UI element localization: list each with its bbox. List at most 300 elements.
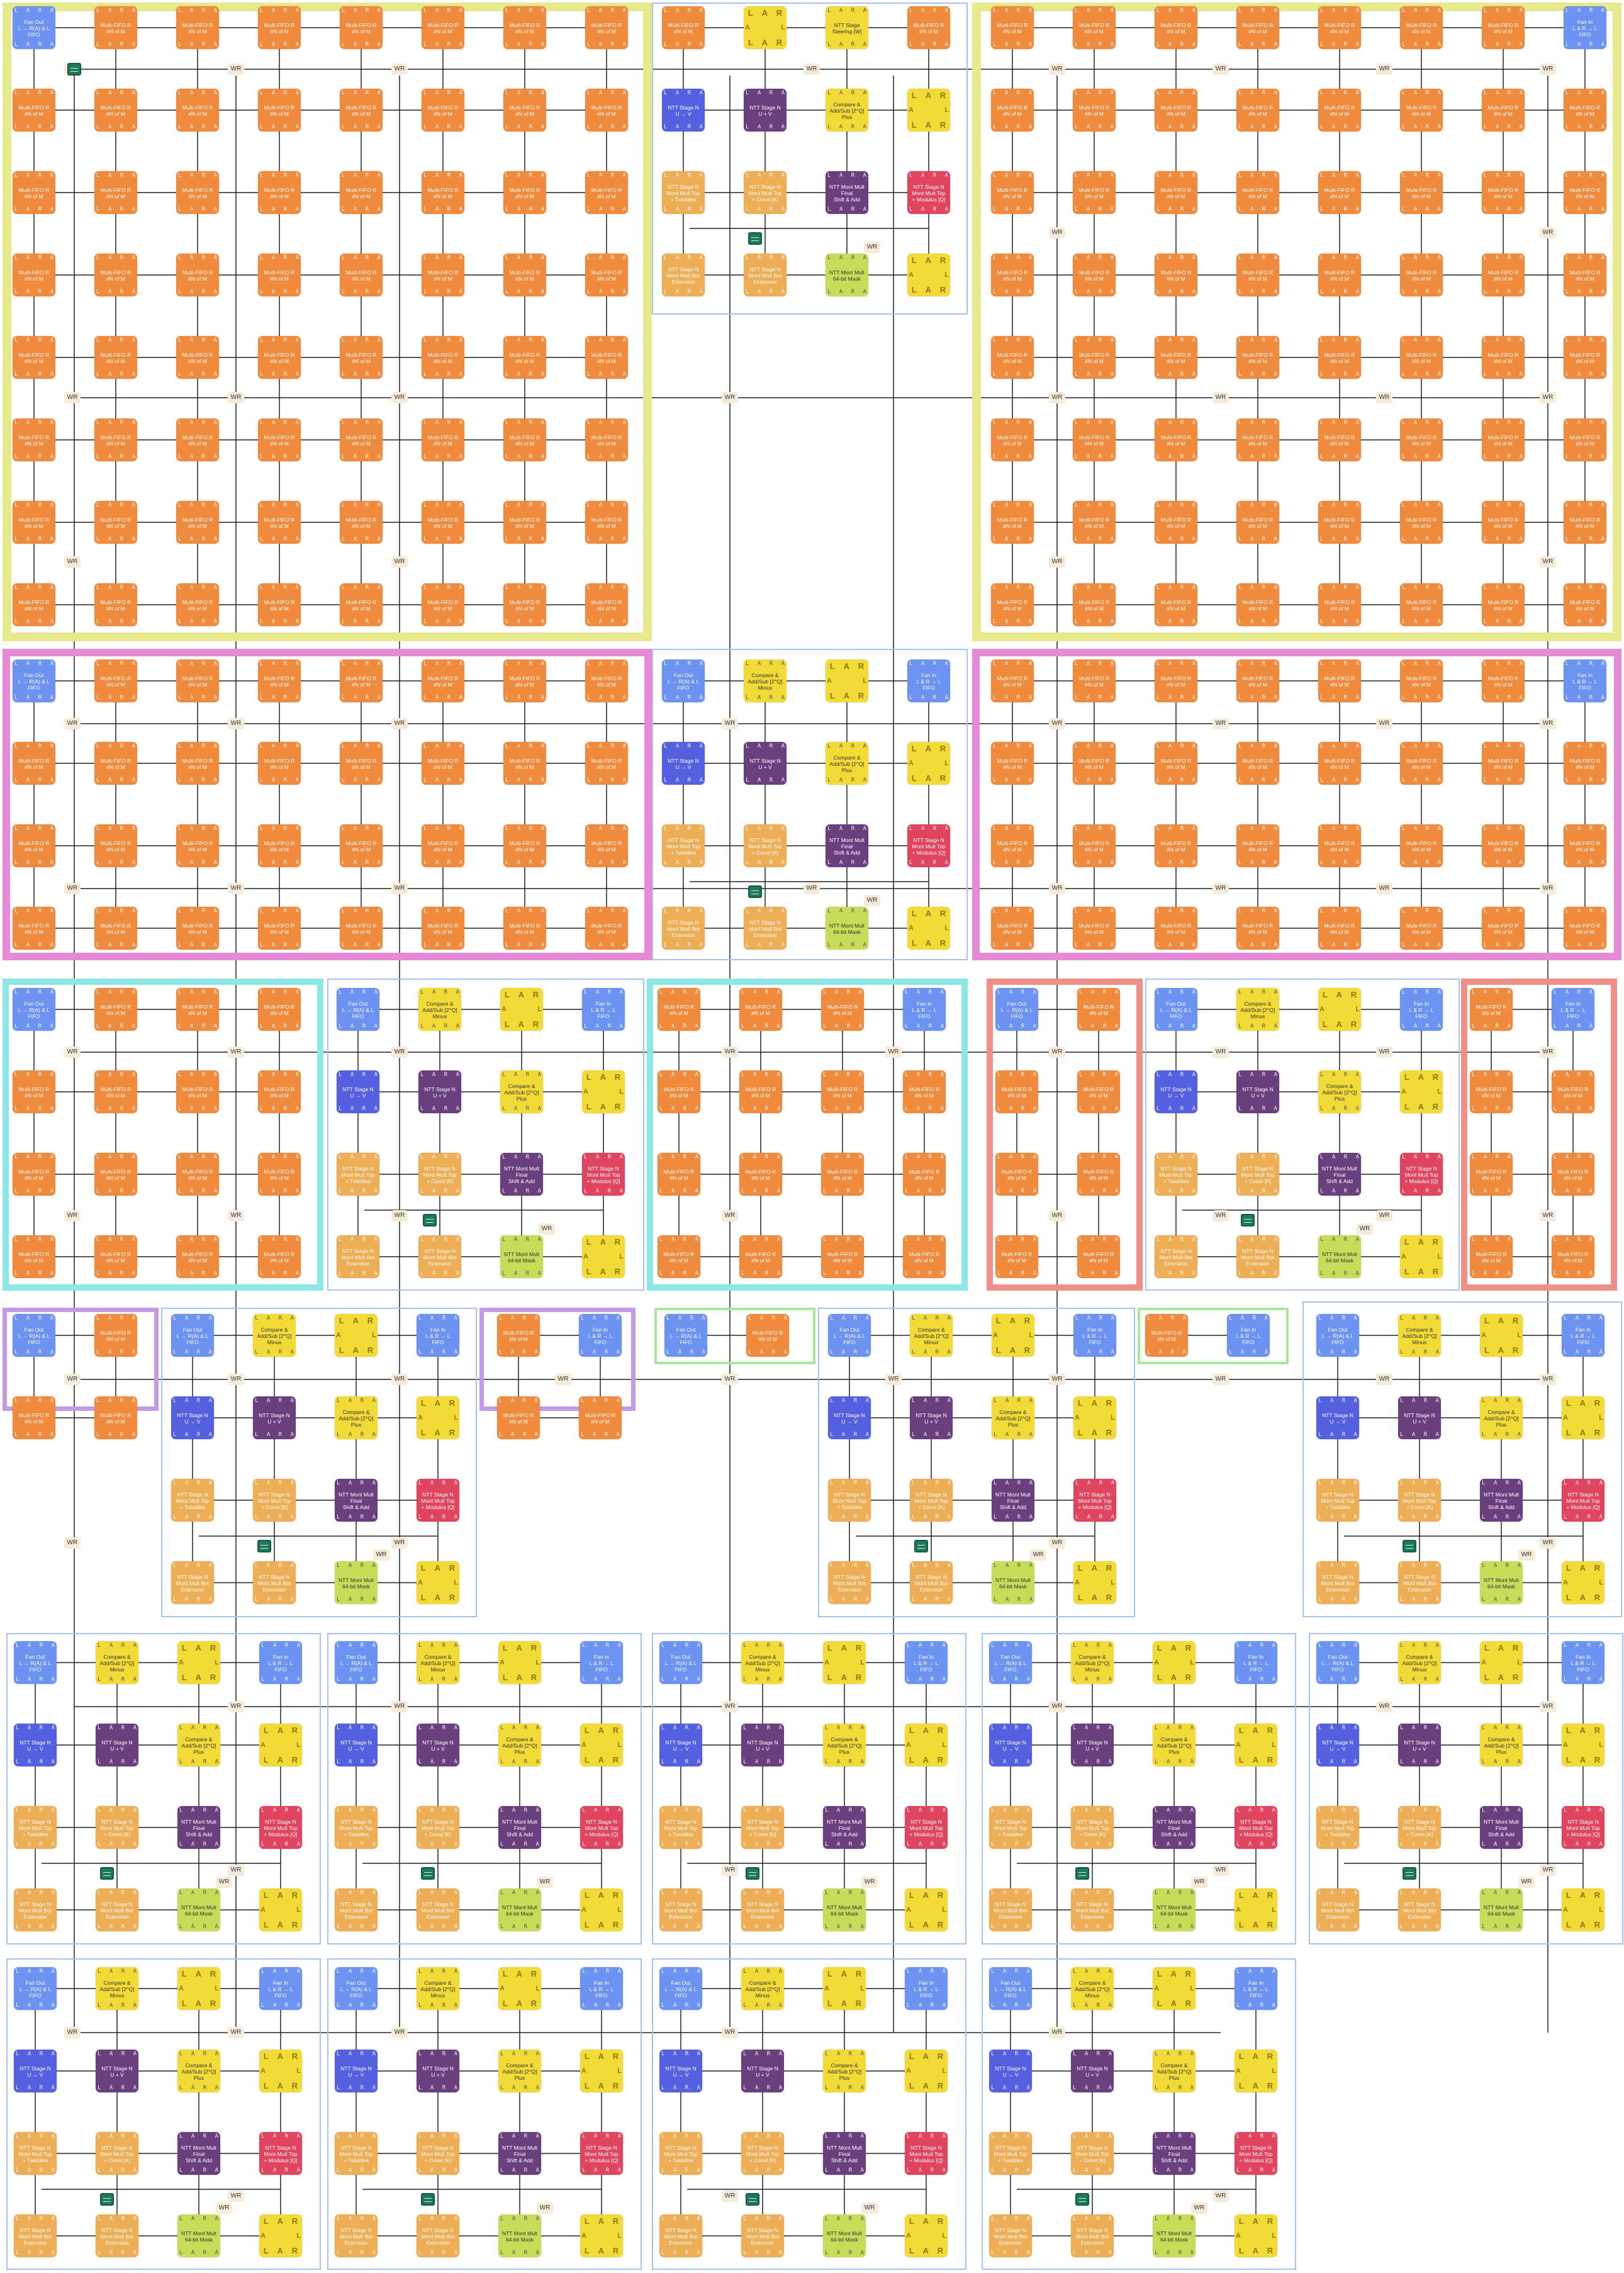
pin-label: R xyxy=(1024,1316,1030,1325)
tile-label: NTT Stage N Mont Mult Top + Modulus [Q] xyxy=(1076,1490,1114,1512)
pin-label: L xyxy=(1484,695,1487,701)
pin-label: A xyxy=(695,1237,698,1243)
pin-label: A xyxy=(435,695,439,701)
compare-minus-tile xyxy=(96,1641,138,1684)
compare-plus-tile xyxy=(826,742,868,785)
pin-label: A xyxy=(272,826,275,832)
pin-label: L xyxy=(1238,585,1241,591)
pin-label: A xyxy=(350,1271,354,1277)
tile-label: NTT Mont Mult 64-bit Mask xyxy=(501,1899,539,1922)
tile-label: Multi-FIFO R #N of M xyxy=(424,264,462,287)
fifo-tile xyxy=(258,89,301,132)
pin-label: R xyxy=(1508,661,1511,667)
pin-label: A xyxy=(781,743,785,749)
pin-label: A xyxy=(517,743,520,749)
pin-label: A xyxy=(1005,255,1008,261)
pin-label: L xyxy=(823,1188,826,1194)
pin-label: A xyxy=(1438,1154,1441,1160)
compare-minus-tile xyxy=(910,1314,953,1357)
pin-label: R xyxy=(1253,1315,1256,1322)
pin-label: R xyxy=(1017,502,1020,508)
pin-label: L xyxy=(586,1102,591,1111)
pin-label: R xyxy=(442,1807,445,1814)
pin-label: A xyxy=(1438,454,1441,460)
pin-label: R xyxy=(1589,619,1593,625)
mont-bot-ext-tile xyxy=(96,1889,138,1931)
pin-label: A xyxy=(26,585,30,591)
pin-label: A xyxy=(1438,661,1441,667)
wr-node: WR xyxy=(1212,883,1229,894)
pin-label: L xyxy=(1075,124,1078,130)
pin-label: A xyxy=(1087,502,1090,508)
pin-label: R xyxy=(292,1890,298,1900)
pin-label: L xyxy=(996,1345,1001,1355)
pin-label: R xyxy=(938,1755,943,1765)
pin-label: A xyxy=(349,1725,352,1731)
pin-label: R xyxy=(38,255,42,261)
pin-label: L xyxy=(1238,502,1241,508)
pin-label: R xyxy=(683,1072,686,1078)
pin-label: A xyxy=(517,420,520,426)
mont-modulus-tile xyxy=(1073,1479,1116,1522)
pin-label: A xyxy=(132,1154,135,1160)
pin-label: A xyxy=(108,124,111,130)
wr-node: WR xyxy=(1049,392,1065,403)
pin-label: L xyxy=(746,124,749,130)
pin-label: L xyxy=(827,942,831,948)
pin-label: A xyxy=(676,826,679,832)
pin-label: A xyxy=(1010,1345,1016,1355)
tile-label: NTT Stage N Mont Mult Top + Const [K] xyxy=(1239,1164,1277,1186)
pin-label: L xyxy=(178,337,181,344)
pin-label: A xyxy=(758,289,761,295)
pin-label: R xyxy=(1589,777,1593,783)
tile-label: Multi-FIFO R #N of M xyxy=(1075,835,1113,858)
pin-label: R xyxy=(1262,1188,1265,1194)
pin-label: A xyxy=(26,908,30,914)
pin-label: A xyxy=(1250,1154,1253,1160)
pin-label: A xyxy=(598,1755,604,1765)
pin-label: L xyxy=(14,536,18,542)
pin-label: A xyxy=(277,1726,283,1735)
pin-label: R xyxy=(203,1841,206,1848)
fifo-tile xyxy=(1073,171,1116,214)
tile-label: Multi-FIFO R #N of M xyxy=(994,670,1031,693)
pin-label: L xyxy=(1238,172,1241,179)
pin-label: A xyxy=(354,255,357,261)
pin-label: A xyxy=(583,1088,588,1096)
pin-label: R xyxy=(1508,42,1511,48)
pin-label: R xyxy=(611,826,614,832)
tile-label: Multi-FIFO R #N of M xyxy=(179,670,216,693)
pin-label: R xyxy=(447,777,451,783)
pin-label: R xyxy=(529,420,532,426)
pin-label: L xyxy=(418,1759,422,1765)
fan-out-tile xyxy=(662,659,705,702)
pin-label: A xyxy=(1029,619,1032,625)
pin-label: A xyxy=(28,1841,31,1848)
pin-label: L xyxy=(1075,337,1078,344)
pin-label: L xyxy=(1554,1271,1557,1277)
fifo-tile xyxy=(1155,6,1197,49)
pin-label: A xyxy=(272,289,275,295)
pin-label: A xyxy=(924,1432,927,1438)
lar-tile xyxy=(417,1561,459,1604)
pin-label: R xyxy=(442,1315,445,1322)
pin-label: A xyxy=(350,989,354,996)
tile-label: Multi-FIFO R #N of M xyxy=(1075,512,1113,534)
mask-64-tile xyxy=(826,907,868,950)
pin-label: L xyxy=(1566,1563,1571,1573)
wr-node: WR xyxy=(391,556,408,568)
pin-label: A xyxy=(296,255,299,261)
pin-label: A xyxy=(1087,172,1090,179)
pin-label: A xyxy=(1087,255,1090,261)
lar-tile xyxy=(823,1641,866,1684)
tile-label: Multi-FIFO R #N of M xyxy=(1075,670,1113,693)
pin-label: A xyxy=(1332,124,1335,130)
pin-label: L xyxy=(342,42,345,48)
pin-label: L xyxy=(661,1890,664,1896)
pin-label: A xyxy=(1438,860,1441,866)
pin-label: R xyxy=(38,337,42,344)
fifo-tile xyxy=(13,501,55,544)
pin-label: R xyxy=(120,619,123,625)
pin-label: R xyxy=(442,1759,445,1765)
pin-label: L xyxy=(1318,1563,1321,1569)
pin-label: A xyxy=(350,1023,354,1030)
pin-label: L xyxy=(741,989,744,996)
pin-label: L xyxy=(423,371,427,378)
pin-label: A xyxy=(583,1253,588,1260)
pin-label: R xyxy=(524,1841,527,1848)
pin-label: R xyxy=(1017,1398,1021,1404)
pin-label: L xyxy=(997,1237,1000,1243)
tile-label: Fan Out L → R(A) & L FIFO xyxy=(15,1325,53,1347)
pin-label: A xyxy=(1111,908,1114,914)
pin-label: R xyxy=(1589,695,1593,701)
pin-label: L xyxy=(830,1563,833,1569)
pin-label: A xyxy=(459,743,462,749)
pin-label: A xyxy=(1033,1106,1036,1112)
pin-label: A xyxy=(1577,695,1581,701)
pin-label: A xyxy=(28,1676,31,1683)
pin-label: R xyxy=(688,206,691,213)
pin-label: A xyxy=(700,695,703,701)
wr-node: WR xyxy=(228,1374,244,1385)
fifo-tile xyxy=(746,1314,789,1357)
pin-label: A xyxy=(1577,908,1581,914)
pin-label: A xyxy=(1436,1480,1439,1486)
pin-label: L xyxy=(16,1890,19,1896)
pin-label: A xyxy=(1356,371,1359,378)
pin-label: L xyxy=(664,860,667,866)
pin-label: R xyxy=(284,1154,287,1160)
pin-label: A xyxy=(26,1315,30,1322)
pin-label: A xyxy=(435,908,439,914)
pin-label: L xyxy=(1156,1271,1160,1277)
pin-label: A xyxy=(917,1023,920,1030)
pin-label: R xyxy=(1589,502,1593,508)
fifo-tile xyxy=(995,1235,1038,1278)
pin-label: A xyxy=(1356,337,1359,344)
pin-label: R xyxy=(1508,255,1511,261)
pin-label: A xyxy=(108,1023,111,1030)
tile-label: Multi-FIFO R #N of M xyxy=(1157,264,1195,287)
pin-label: A xyxy=(1250,1271,1253,1277)
pin-label: A xyxy=(1601,124,1604,130)
pin-label: A xyxy=(600,1267,606,1276)
pin-label: A xyxy=(1496,371,1499,378)
pin-label: A xyxy=(1005,661,1008,667)
pin-label: L xyxy=(1484,502,1487,508)
pin-label: A xyxy=(536,1807,539,1814)
pin-label: A xyxy=(623,908,626,914)
pin-label: R xyxy=(284,1188,287,1194)
pin-label: A xyxy=(435,743,439,749)
tile-label: Multi-FIFO R #N of M xyxy=(1321,429,1358,452)
pin-label: A xyxy=(623,337,626,344)
mont-bot-ext-tile xyxy=(741,1889,784,1931)
pin-label: R xyxy=(1262,1271,1265,1277)
pin-label: A xyxy=(26,454,30,460)
fan-out-tile xyxy=(13,6,55,49)
pin-label: A xyxy=(209,1480,212,1486)
tile-label: Multi-FIFO R #N of M xyxy=(342,182,380,205)
pin-label: A xyxy=(842,1349,845,1355)
pin-label: A xyxy=(535,1315,538,1322)
pin-label: A xyxy=(779,1890,782,1896)
pin-label: A xyxy=(623,90,626,96)
pin-label: R xyxy=(1589,908,1593,914)
pin-label: A xyxy=(267,1432,270,1438)
pin-label: A xyxy=(861,1807,864,1814)
pin-label: R xyxy=(284,289,287,295)
pin-label: A xyxy=(676,42,679,48)
pin-label: L xyxy=(423,777,427,783)
pin-label: L xyxy=(505,990,510,999)
tile-label: Multi-FIFO R #N of M xyxy=(179,1246,216,1269)
pin-label: L xyxy=(342,908,345,914)
pin-label: A xyxy=(859,1188,862,1194)
pin-label: A xyxy=(454,1890,457,1896)
tile-label: Multi-FIFO R #N of M xyxy=(97,835,135,858)
pin-label: A xyxy=(1484,989,1487,996)
pin-label: R xyxy=(120,1023,123,1030)
tile-label: NTT Stage N Mont Mult Top + Const [K] xyxy=(744,1817,781,1839)
fifo-tile xyxy=(176,171,219,214)
tile-label: Multi-FIFO R #N of M xyxy=(742,999,780,1021)
pin-label: A xyxy=(948,1398,951,1404)
pin-label: A xyxy=(296,989,299,996)
pin-label: L xyxy=(587,289,590,295)
pin-label: R xyxy=(688,695,691,701)
pin-label: R xyxy=(120,695,123,701)
pin-label: R xyxy=(685,1642,688,1649)
pin-label: A xyxy=(214,1154,217,1160)
pin-label: A xyxy=(541,777,544,783)
pin-label: R xyxy=(203,1759,206,1765)
fifo-tile xyxy=(1400,907,1443,950)
pin-label: A xyxy=(1111,454,1114,460)
pin-label: A xyxy=(1330,1432,1333,1438)
pin-label: L xyxy=(423,661,427,667)
pin-label: L xyxy=(1565,826,1569,832)
pin-label: L xyxy=(586,1267,591,1276)
pin-label: L xyxy=(1565,502,1569,508)
pin-label: R xyxy=(1099,371,1102,378)
pin-label: L xyxy=(1318,1398,1321,1404)
fifo-tile xyxy=(258,501,301,544)
pin-label: A xyxy=(1332,8,1335,14)
pin-label: A xyxy=(430,1807,434,1814)
pin-label: L xyxy=(827,908,831,914)
tile-label: NTT Stage N Mont Mult Top + Const [K] xyxy=(746,835,784,858)
pin-label: A xyxy=(538,1072,541,1078)
pin-label: R xyxy=(613,1920,619,1929)
pin-label: R xyxy=(1577,1237,1581,1243)
pin-label: A xyxy=(1412,1563,1415,1569)
pin-label: A xyxy=(454,1924,457,1930)
pin-label: R xyxy=(366,172,369,179)
pin-label: A xyxy=(623,942,626,948)
pin-label: A xyxy=(1354,1432,1357,1438)
fifo-tile xyxy=(821,1070,864,1113)
tile-label: Multi-FIFO R #N of M xyxy=(1157,594,1195,617)
tile-label: Multi-FIFO R #N of M xyxy=(660,1246,698,1269)
pin-label: A xyxy=(1496,661,1499,667)
tile-label: Multi-FIFO R #N of M xyxy=(1484,182,1522,205)
pin-label: A xyxy=(1508,1188,1511,1194)
pin-label: L xyxy=(260,90,263,96)
pin-label: L xyxy=(743,1924,746,1930)
pin-label: R xyxy=(279,1480,282,1486)
pin-label: R xyxy=(284,1072,287,1078)
pin-label: A xyxy=(617,1432,620,1438)
pin-label: A xyxy=(753,1237,756,1243)
pin-label: R xyxy=(447,661,451,667)
pin-label: A xyxy=(673,1924,676,1930)
pin-label: L xyxy=(339,1106,342,1112)
mont-top-const-tile xyxy=(744,824,787,867)
pin-label: R xyxy=(526,1106,529,1112)
tile-label: NTT Mont Mult 64-bit Mask xyxy=(1321,1246,1358,1269)
pin-label: R xyxy=(1344,337,1347,344)
pin-label: A xyxy=(459,255,462,261)
pin-label: A xyxy=(1438,289,1441,295)
tile-label: Multi-FIFO R #N of M xyxy=(1157,347,1195,369)
pin-label: A xyxy=(1520,743,1523,749)
fan-out-tile xyxy=(171,1314,214,1357)
pin-label: L xyxy=(260,661,263,667)
pin-label: L xyxy=(339,989,342,996)
pin-label: L xyxy=(907,1676,910,1683)
pin-label: A xyxy=(1520,536,1523,542)
pin-label: L xyxy=(1565,661,1569,667)
pin-label: A xyxy=(700,42,703,48)
tile-label: Fan Out L → R(A) & L FIFO xyxy=(662,1652,700,1675)
tile-label: Multi-FIFO R #N of M xyxy=(660,1081,698,1104)
ntt-stage-uv-tile xyxy=(1155,1070,1197,1113)
pin-label: A xyxy=(1168,371,1172,378)
pin-label: L xyxy=(1482,1480,1485,1486)
tile-label: Multi-FIFO R #N of M xyxy=(1403,99,1440,122)
pin-label: A xyxy=(108,1072,111,1078)
tile-label: Multi-FIFO R #N of M xyxy=(179,1164,216,1186)
pin-label: A xyxy=(700,172,703,179)
pin-label: L xyxy=(1229,1315,1232,1322)
pin-label: L xyxy=(1472,1072,1475,1078)
pin-label: R xyxy=(526,1188,529,1194)
pin-label: A xyxy=(842,1563,845,1569)
tile-label: NTT Stage N Mont Mult Top + Const [K] xyxy=(1401,1490,1438,1512)
pin-label: A xyxy=(1009,1271,1012,1277)
tile-label: Multi-FIFO R #N of M xyxy=(742,1246,780,1269)
pin-label: L xyxy=(1402,337,1405,344)
pin-label: R xyxy=(613,1890,619,1900)
pin-label: A xyxy=(1414,255,1417,261)
fifo-tile xyxy=(1236,254,1279,296)
pin-label: A xyxy=(354,743,357,749)
fifo-tile xyxy=(1236,6,1279,49)
pin-label: R xyxy=(38,289,42,295)
pin-label: R xyxy=(120,124,123,130)
pin-label: A xyxy=(374,1271,378,1277)
pin-label: R xyxy=(202,1072,205,1078)
pin-label: L xyxy=(1156,255,1160,261)
pin-label: A xyxy=(835,1072,838,1078)
pin-label: A xyxy=(1087,1315,1090,1322)
pin-label: A xyxy=(1005,8,1008,14)
pin-label: L xyxy=(342,206,345,213)
pin-label: R xyxy=(1099,502,1102,508)
pin-label: A xyxy=(1520,908,1523,914)
pin-label: R xyxy=(121,1725,125,1731)
pin-label: L xyxy=(1156,371,1160,378)
pin-label: R xyxy=(854,1432,857,1438)
tile-label: Multi-FIFO R #N of M xyxy=(97,753,135,775)
pin-label: A xyxy=(541,454,544,460)
pin-label: A xyxy=(209,1315,212,1322)
pin-label: A xyxy=(945,172,948,179)
pin-label: A xyxy=(1274,337,1277,344)
pin-label: A xyxy=(760,1315,763,1322)
pin-label: A xyxy=(671,1188,675,1194)
pin-label: R xyxy=(447,860,451,866)
pin-label: R xyxy=(1262,8,1265,14)
compare-plus-tile xyxy=(992,1396,1034,1439)
pin-label: R xyxy=(1577,1072,1581,1078)
pin-label: R xyxy=(120,255,123,261)
tile-label: Multi-FIFO R #N of M xyxy=(905,1081,943,1104)
pin-label: A xyxy=(514,1271,517,1277)
pin-label: A xyxy=(517,371,520,378)
pin-label: R xyxy=(1589,124,1593,130)
pin-label: L xyxy=(1400,1563,1403,1569)
wr-node: WR xyxy=(1376,883,1392,894)
tile-label: NTT Stage N Mont Mult Top + Modulus [Q] xyxy=(585,1164,622,1186)
pin-label: A xyxy=(1332,42,1335,48)
pin-label: A xyxy=(1354,1398,1357,1404)
pin-label: A xyxy=(1274,860,1277,866)
pin-label: R xyxy=(1426,743,1429,749)
tile-label: Multi-FIFO R #N of M xyxy=(1075,753,1113,775)
pin-label: L xyxy=(296,1906,301,1914)
fifo-tile xyxy=(176,659,219,702)
pin-label: L xyxy=(1075,619,1078,625)
pin-label: A xyxy=(108,860,111,866)
tile-label: Compare & Add/Sub [2^Q] Plus xyxy=(180,1734,218,1757)
